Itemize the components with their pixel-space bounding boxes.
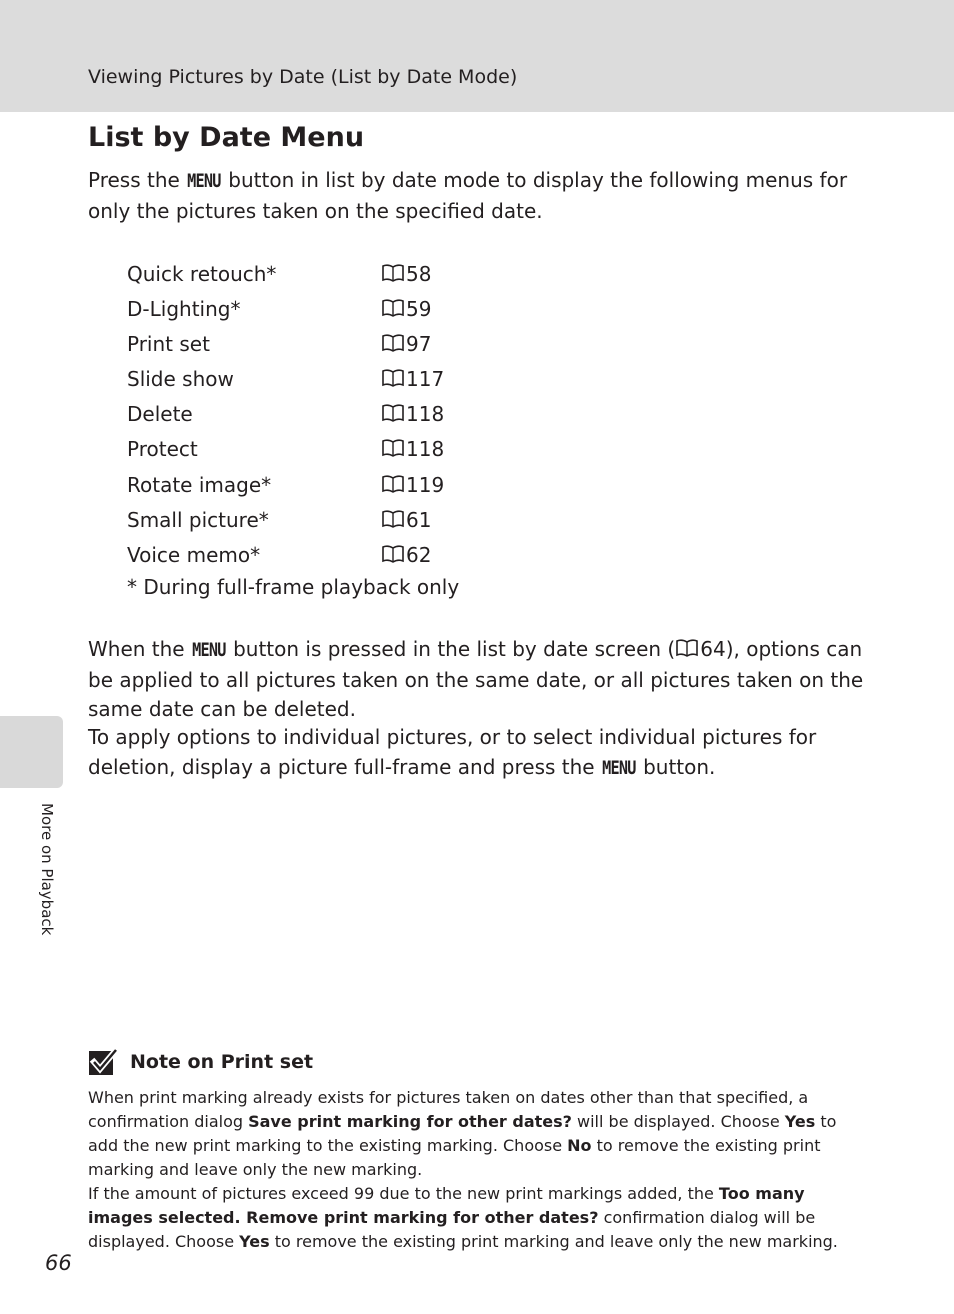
menu-list-item (127, 432, 627, 467)
menu-list-item (127, 327, 627, 362)
menu-item-ref[interactable]: 119 (381, 468, 444, 503)
section-title: List by Date Menu (88, 122, 365, 153)
menu-item-label: Protect (127, 437, 198, 462)
menu-item-ref[interactable]: 118 (381, 397, 444, 432)
menu-list-item (127, 468, 627, 503)
intro-paragraph: Press the MENU button in list by date mode to display the following menus for only the pictures taken on the specified date. (88, 168, 848, 223)
header-band (0, 0, 954, 112)
book-reference-icon (381, 298, 405, 318)
menu-item-ref[interactable]: 61 (381, 503, 431, 538)
menu-item-ref[interactable]: 62 (381, 538, 431, 573)
book-reference-icon (675, 638, 699, 658)
footnote: * During full-frame playback only (127, 575, 460, 599)
book-reference-icon (381, 368, 405, 388)
note-box (88, 1048, 868, 1254)
menu-item-label: Rotate image* (127, 472, 272, 497)
menu-item-label: Quick retouch* (127, 262, 277, 286)
menu-item-label: Print set (127, 332, 210, 357)
menu-list-item (127, 503, 627, 538)
menu-button-icon: MENU (192, 639, 226, 661)
book-reference-icon (381, 474, 405, 494)
menu-button-icon: MENU (602, 756, 636, 779)
note-body: When print marking already exists for pictures taken on dates other than that specified, a confirmation dialog Save print marking for other dates? will be displayed. Choose Yes to add the new print marking to the existing marking. Choose No to remove the existing print marking and leave only the new marking. If the amount of pictures exceed 99 due to the new print markings added, the Too many images selected. Remove print marking for other dates? confirmation dialog will be displayed. Choose Yes to remove the existing print marking and leave only the new marking. (88, 1088, 838, 1251)
page-number: 66 (45, 1251, 72, 1275)
book-reference-icon (381, 509, 405, 529)
book-reference-icon (381, 438, 405, 458)
individual-paragraph: To apply options to individual pictures, or to select individual pictures for deletion, display a picture full-frame and press the MENU button. (88, 723, 878, 783)
menu-item-ref[interactable]: 59 (381, 292, 431, 327)
chapter-tab-label: More on Playback (38, 803, 56, 936)
menu-item-label: Small picture* (127, 507, 269, 532)
checkmark-note-icon (88, 1048, 118, 1076)
menu-list-item (127, 257, 627, 292)
menu-button-icon: MENU (187, 170, 221, 192)
menu-item-label: D-Lighting* (127, 297, 241, 322)
menu-item-ref[interactable]: 118 (381, 432, 444, 467)
note-title: Note on Print set (130, 1051, 314, 1073)
book-reference-icon (381, 403, 405, 423)
menu-list-item (127, 292, 627, 327)
note-heading (88, 1048, 868, 1076)
menu-item-label: Delete (127, 402, 193, 427)
book-reference-icon (381, 544, 405, 564)
menu-item-label: Voice memo* (127, 542, 261, 567)
menu-list (127, 257, 627, 573)
page-ref[interactable]: 64 (700, 637, 726, 661)
menu-list-item (127, 397, 627, 432)
options-paragraph: When the MENU button is pressed in the list by date screen ( 64), options can be applied to all pictures taken on the same date, or all pictures taken on the same date can be deleted. (88, 637, 864, 721)
running-header: Viewing Pictures by Date (List by Date Mode) (88, 66, 518, 88)
chapter-tab (0, 716, 63, 788)
menu-list-item (127, 362, 627, 397)
menu-item-ref[interactable]: 58 (381, 257, 431, 292)
menu-item-ref[interactable]: 97 (381, 327, 431, 362)
book-reference-icon (381, 263, 405, 283)
menu-item-ref[interactable]: 117 (381, 362, 444, 397)
menu-list-item (127, 538, 627, 573)
menu-item-label: Slide show (127, 367, 234, 392)
book-reference-icon (381, 333, 405, 353)
